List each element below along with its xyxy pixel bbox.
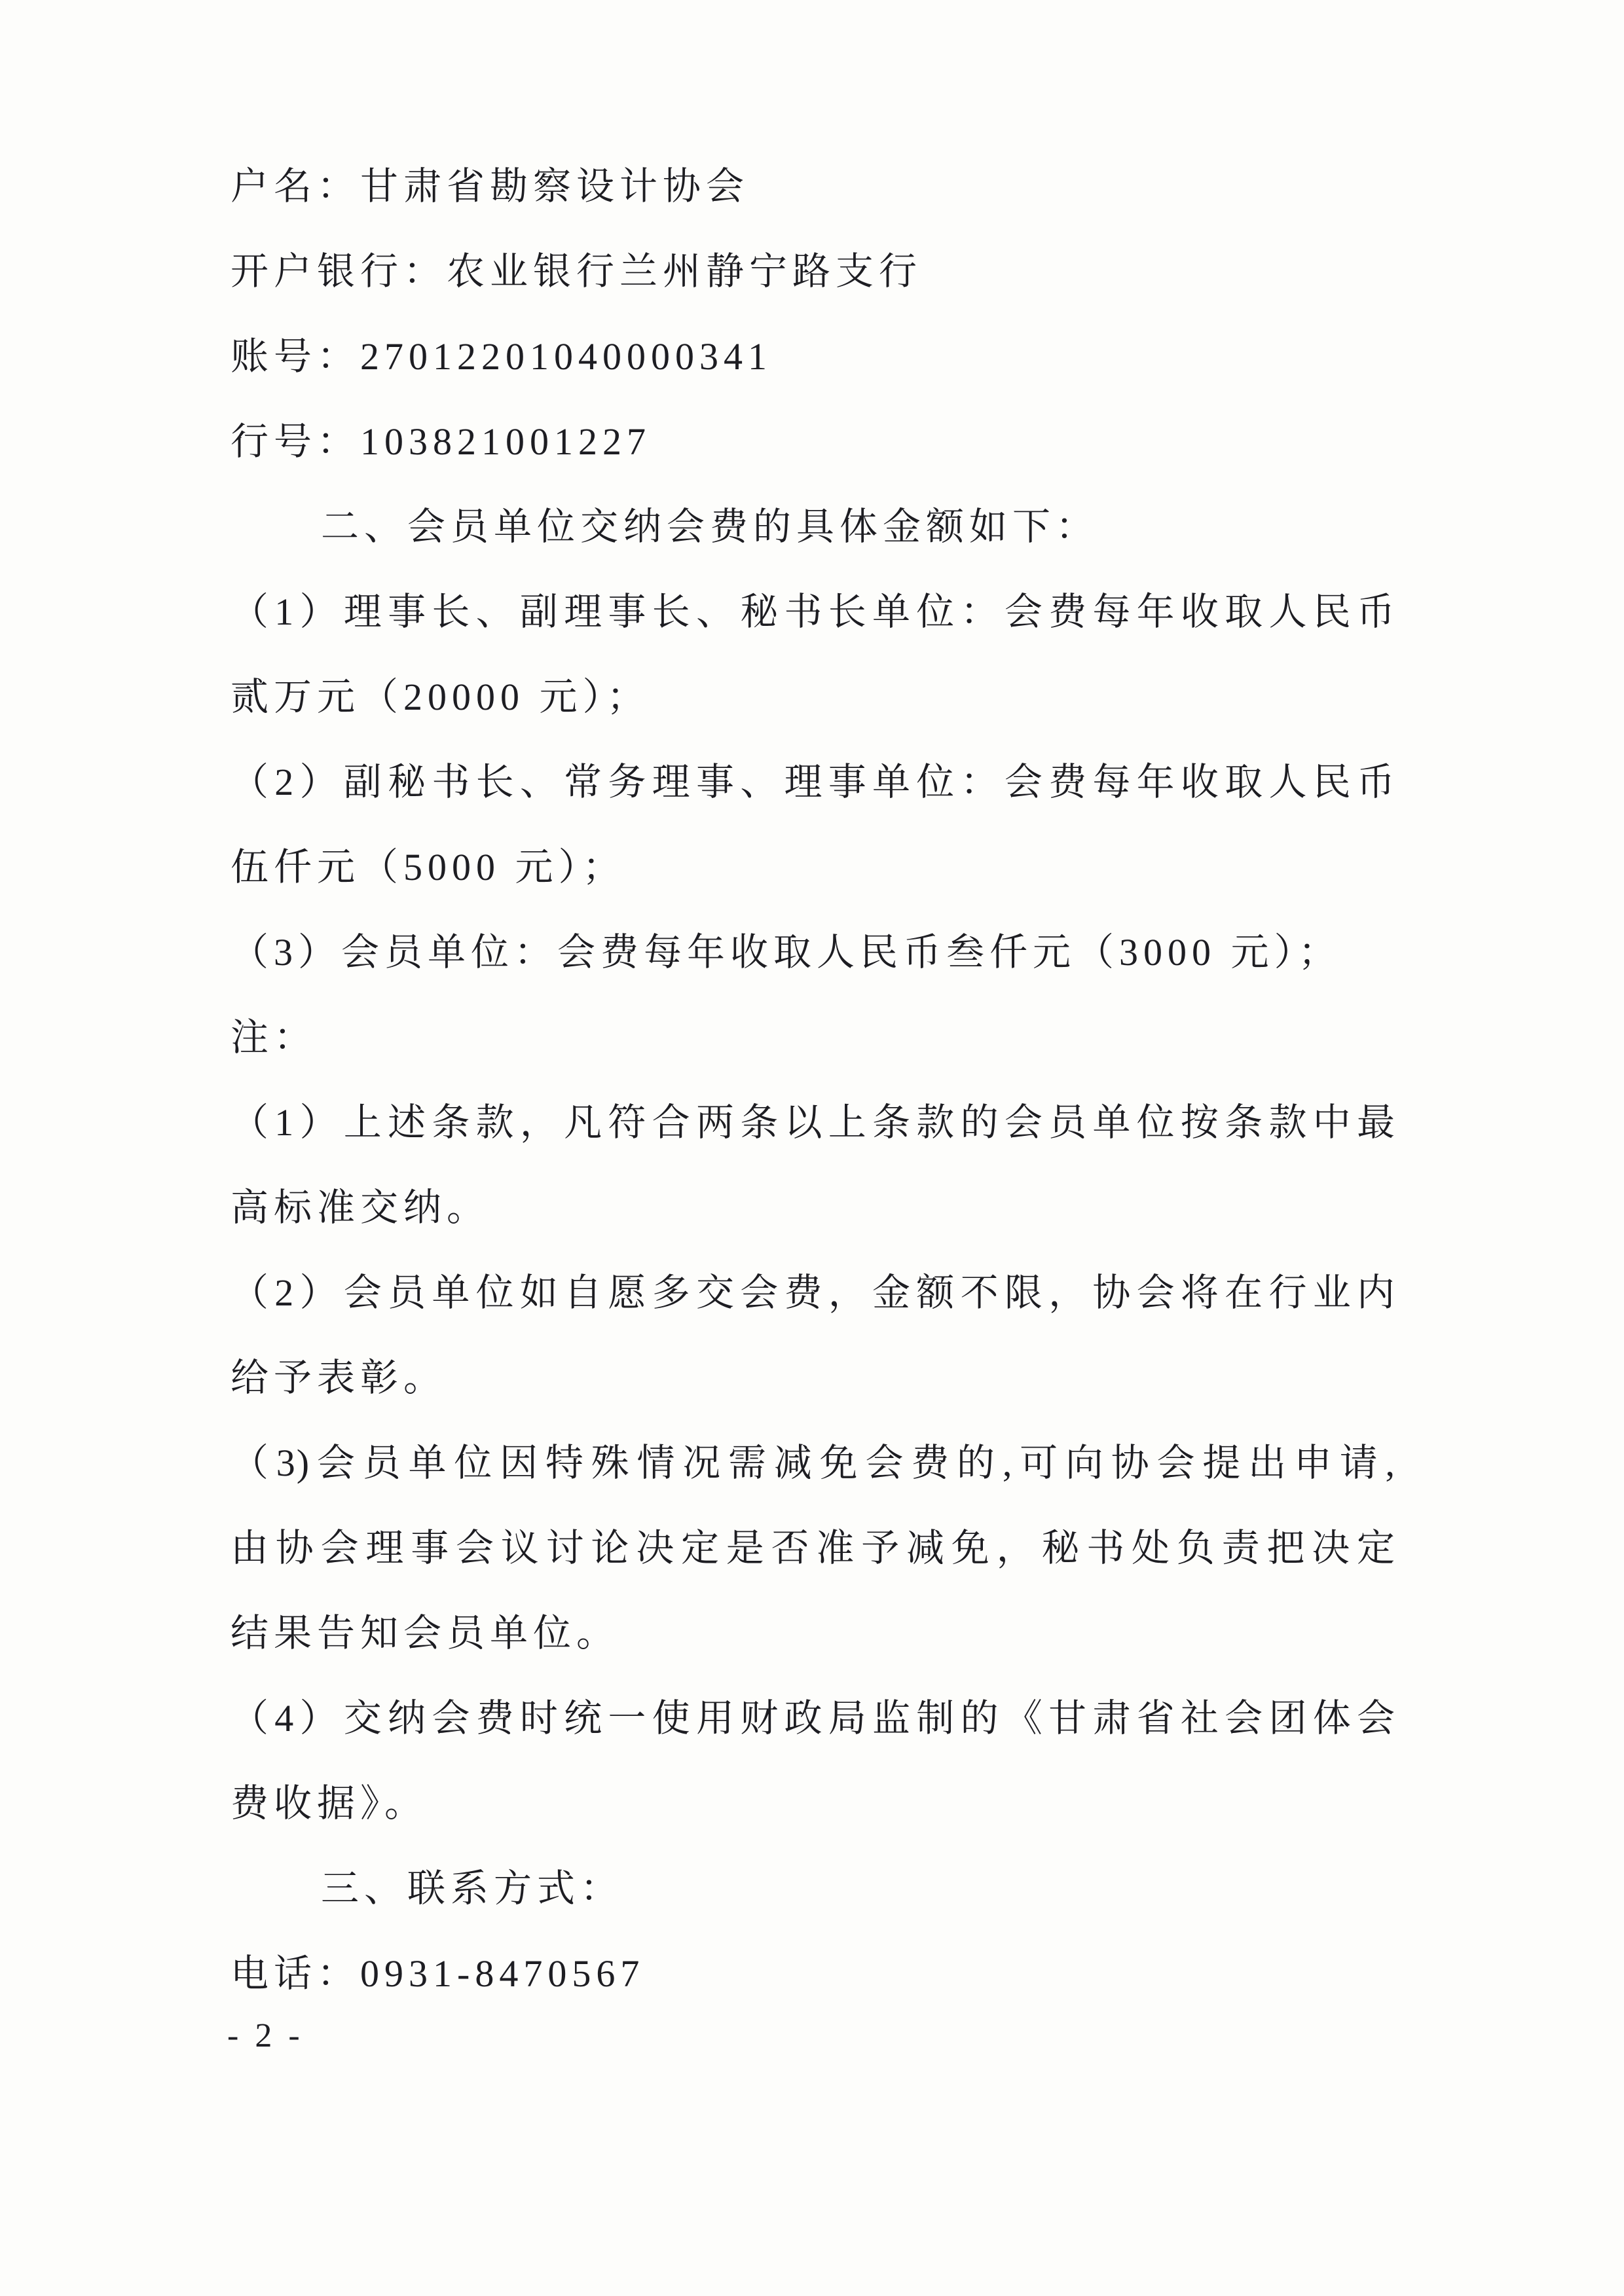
text-line: 账号：27012201040000341 <box>231 335 773 378</box>
text-line: 给予表彰。 <box>231 1357 447 1399</box>
text-line: （1）上述条款，凡符合两条以上条款的会员单位按条款中最 <box>231 1101 1396 1144</box>
text-line: 电话：0931-8470567 <box>231 1952 645 1995</box>
text-line: 行号：103821001227 <box>231 420 652 463</box>
text-line: 户名：甘肃省勘察设计协会 <box>231 165 750 208</box>
text-line: 三、联系方式： <box>321 1867 624 1910</box>
page-number: - 2 - <box>227 2017 304 2054</box>
text-line: 伍仟元（5000 元）； <box>231 846 626 888</box>
text-line: 费收据》。 <box>231 1782 428 1825</box>
text-line: 结果告知会员单位。 <box>231 1612 620 1654</box>
text-line: 二、会员单位交纳会费的具体金额如下： <box>321 505 1099 548</box>
text-line: （2）会员单位如自愿多交会费，金额不限，协会将在行业内 <box>231 1271 1396 1314</box>
text-line: 高标准交纳。 <box>231 1186 490 1229</box>
text-line: 由协会理事会议讨论决定是否准予减免，秘书处负责把决定 <box>231 1527 1396 1569</box>
text-line: 开户银行：农业银行兰州静宁路支行 <box>231 250 923 293</box>
text-line: （3)会员单位因特殊情况需减免会费的,可向协会提出申请, <box>231 1442 1396 1484</box>
text-line: （2）副秘书长、常务理事、理事单位：会费每年收取人民币 <box>231 761 1396 803</box>
document-body <box>231 144 1396 2016</box>
text-line: （1）理事长、副理事长、秘书长单位：会费每年收取人民币 <box>231 591 1396 633</box>
text-line: 贰万元（20000 元）； <box>231 676 650 718</box>
text-line: 注： <box>231 1016 318 1059</box>
text-line: （4）交纳会费时统一使用财政局监制的《甘肃省社会团体会 <box>231 1697 1396 1740</box>
text-line: （3）会员单位：会费每年收取人民币叁仟元（3000 元）； <box>231 931 1342 974</box>
